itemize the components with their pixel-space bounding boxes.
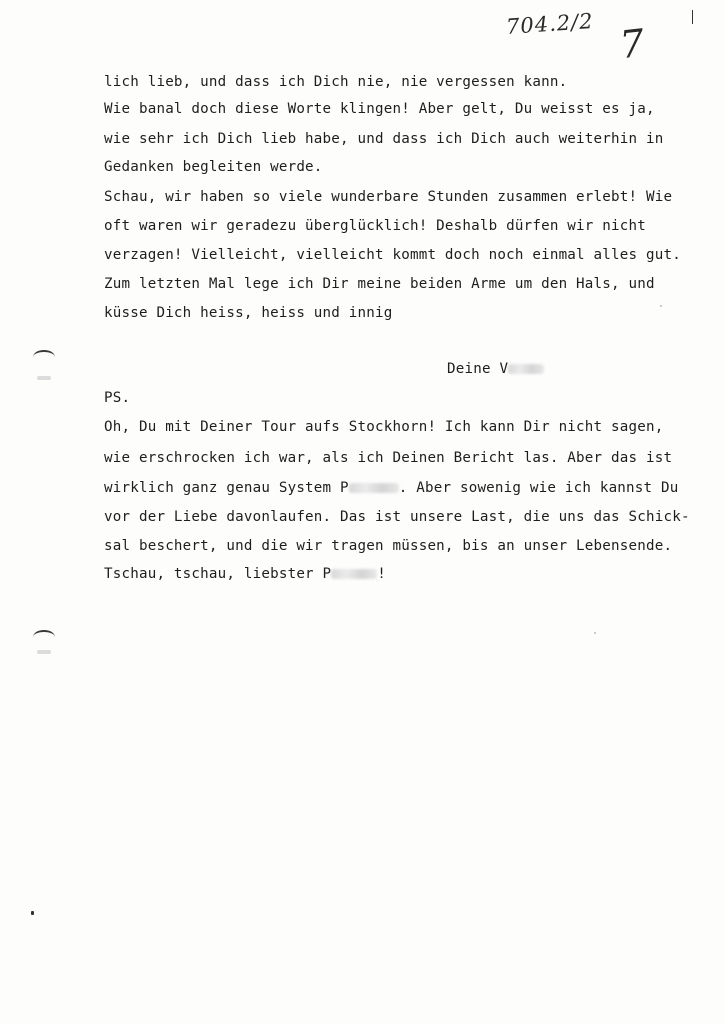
ps-line: Oh, Du mit Deiner Tour aufs Stockhorn! Ich kann Dir nicht sagen, (104, 419, 664, 435)
closing-line (104, 566, 386, 582)
letter-line: Gedanken begleiten werde. (104, 159, 323, 175)
letter-line: küsse Dich heiss, heiss und innig (104, 305, 393, 321)
punch-hole-shadow (37, 650, 51, 654)
ps-line-text: wirklich ganz genau System P (104, 480, 349, 496)
paper-speck (594, 632, 596, 634)
ps-line: vor der Liebe davonlaufen. Das ist unsere Last, die uns das Schick- (104, 509, 690, 525)
letter-line: oft waren wir geradezu überglücklich! Deshalb dürfen wir nicht (104, 218, 646, 234)
ps-line: wie erschrocken ich war, als ich Deinen Bericht las. Aber das ist (104, 450, 673, 466)
ps-line (104, 480, 679, 496)
letter-line: Zum letzten Mal lege ich Dir meine beiden Arme um den Hals, und (104, 276, 655, 292)
ink-dot (31, 911, 34, 915)
punch-hole-shadow (37, 376, 51, 380)
redacted-name (508, 364, 544, 374)
punch-hole-mark (33, 630, 55, 644)
redacted-name (349, 483, 399, 493)
letter-line: wie sehr ich Dich lieb habe, und dass ich Dich auch weiterhin in (104, 131, 664, 147)
letter-line: lich lieb, und dass ich Dich nie, nie vergessen kann. (104, 74, 568, 90)
letter-line: verzagen! Vielleicht, vielleicht kommt doch noch einmal alles gut. (104, 247, 681, 263)
signature (447, 361, 544, 377)
ps-line: sal beschert, und die wir tragen müssen, bis an unser Lebensende. (104, 538, 673, 554)
paper-speck (660, 305, 662, 307)
letter-line: Schau, wir haben so viele wunderbare Stunden zusammen erlebt! Wie (104, 189, 673, 205)
letter-line: Wie banal doch diese Worte klingen! Aber gelt, Du weisst es ja, (104, 101, 655, 117)
corner-mark (692, 10, 693, 24)
archive-reference: 704.2/2 (505, 8, 595, 40)
ps-line-text: . Aber sowenig wie ich kannst Du (398, 480, 679, 496)
redacted-name (331, 569, 377, 579)
signature-text: Deine V (447, 361, 509, 377)
closing-text: ! (377, 566, 387, 582)
page-number: 7 (617, 20, 647, 68)
closing-text: Tschau, tschau, liebster P (104, 566, 332, 582)
punch-hole-mark (33, 350, 55, 364)
ps-label: PS. (104, 390, 131, 406)
